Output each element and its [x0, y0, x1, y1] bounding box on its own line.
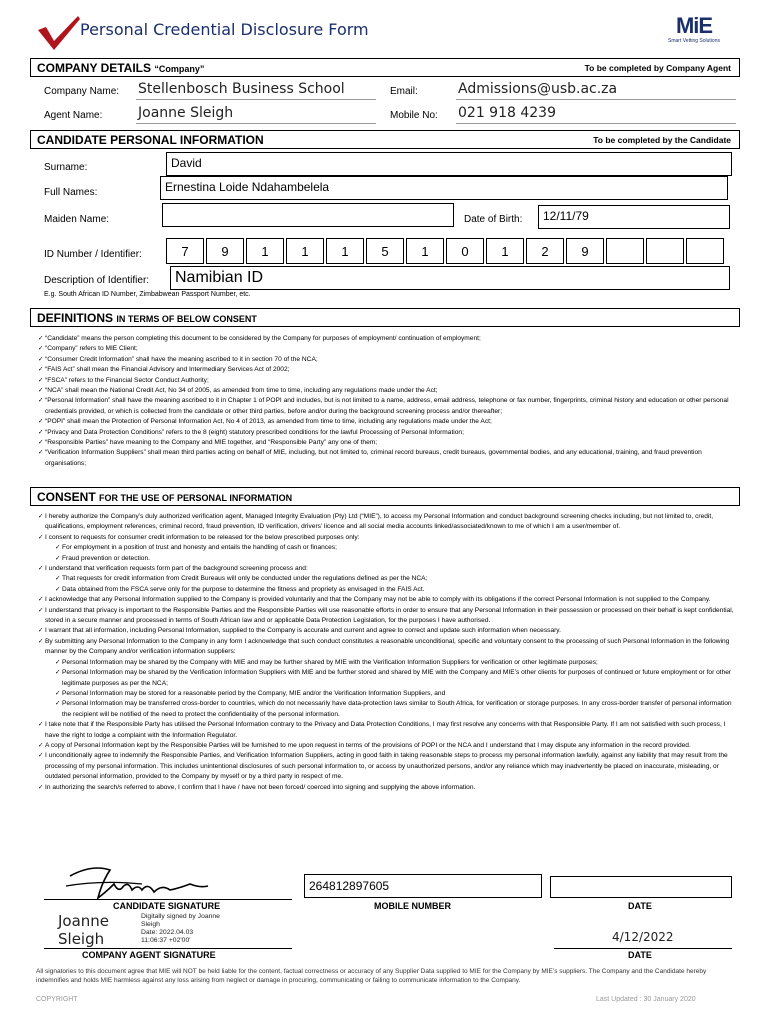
mobile-line — [456, 123, 736, 124]
consent-item: ✓ I take note that if the Responsible Party has utilised the Personal Information contrary to the Privacy and Data Protection Conditions, I may first resolve any concerns with that Responsible Party. If I am not satisfied with such process, I have the right to lodge a complaint with the Information Regulator. — [38, 720, 734, 741]
digital-sig-line-2: Sleigh — [141, 921, 160, 928]
mobile-number-field[interactable]: 264812897605 — [304, 874, 542, 898]
id-digit-cell[interactable]: 1 — [406, 238, 444, 264]
mie-logo-tagline: Smart Vetting Solutions — [668, 38, 720, 44]
consent-sub-item: ✓ For employment in a position of trust and honesty and entails the handling of cash or finances; — [38, 543, 734, 553]
agent-signature-line — [44, 948, 292, 949]
mie-logo-text: MiE — [675, 13, 713, 38]
mobile-value[interactable]: 021 918 4239 — [458, 105, 556, 121]
id-digit-cell[interactable]: 5 — [366, 238, 404, 264]
digital-sig-line-4: 11:06:37 +02'00' — [141, 937, 191, 944]
consent-sub-item: ✓ Fraud prevention or detection. — [38, 554, 734, 564]
red-check-logo-icon — [36, 14, 82, 52]
consent-list — [38, 512, 734, 793]
candidate-signature-line — [44, 899, 292, 900]
consent-item: ✓ I understand that verification requests form part of the background screening process and: — [38, 564, 734, 574]
definition-item: ✓ “FAIS Act” shall mean the Financial Advisory and Intermediary Services Act of 2002; — [38, 365, 734, 375]
company-name-value[interactable]: Stellenbosch Business School — [138, 81, 345, 97]
agent-signature-label: COMPANY AGENT SIGNATURE — [82, 950, 216, 960]
candidate-info-bar — [30, 130, 740, 149]
id-digit-cell[interactable]: 1 — [246, 238, 284, 264]
id-digit-cell[interactable]: 7 — [166, 238, 204, 264]
definition-item: ✓ “Privacy and Data Protection Conditions” refers to the 8 (eight) statutory prescribed conditions for the lawful Processing of Personal Information; — [38, 428, 734, 438]
agent-signature-name[interactable] — [58, 912, 109, 948]
candidate-date-field[interactable] — [550, 876, 732, 898]
form-title: Personal Credential Disclosure Form — [80, 20, 369, 39]
candidate-signature-drawing[interactable] — [62, 862, 212, 904]
definition-item: ✓ “Consumer Credit Information” shall have the meaning ascribed to it in section 70 of the NCA; — [38, 355, 734, 365]
identifier-desc-field[interactable]: Namibian ID — [170, 266, 730, 290]
definition-item: ✓ “Company” refers to MIE Client; — [38, 344, 734, 354]
definition-item: ✓ “NCA” shall mean the National Credit Act, No 34 of 2005, as amended from time to time, including any regulations made under the Act; — [38, 386, 734, 396]
agent-signature-first-name: Joanne — [58, 912, 110, 930]
consent-sub-item: ✓ Data obtained from the FSCA serve only for the purpose to determine the fitness and propriety as envisaged in the FAIS Act. — [38, 585, 734, 595]
company-details-subheading: “Company” — [154, 64, 205, 74]
maiden-name-field[interactable] — [162, 203, 454, 227]
id-digit-cell[interactable] — [646, 238, 684, 264]
digital-sig-line-1: Digitally signed by Joanne — [141, 913, 220, 920]
surname-label: Surname: — [44, 162, 88, 173]
agent-name-label: Agent Name: — [44, 110, 103, 121]
definition-item: ✓ “Personal Information” shall have the meaning ascribed to it in Chapter 1 of POPI and includes, but is not limited to a name, address, email address, telephone or fax number, fingerprints, criminal history and education or other personal credentials provided, or which is collected from the candidate or other third parties, before and/or during the background screening process and/or thereafter; — [38, 396, 734, 417]
consent-sub-item: ✓ Personal Information may be transferred cross-border to countries, which do not necessarily have data-protection laws similar to South Africa, for verification or storage purposes. In any cross-border transfer of personal information the recipient will be notified of the need to protect the confidentiality of the personal information. — [38, 699, 734, 720]
agent-name-value[interactable]: Joanne Sleigh — [138, 105, 234, 121]
id-digit-cell[interactable]: 9 — [206, 238, 244, 264]
definition-item: ✓ “Candidate” means the person completing this document to be considered by the Company for purposes of employment/ continuation of employment; — [38, 334, 734, 344]
identifier-desc-label: Description of Identifier: — [44, 275, 150, 286]
consent-subheading: FOR THE USE OF PERSONAL INFORMATION — [99, 493, 293, 503]
company-name-line — [136, 99, 376, 100]
agent-name-line — [136, 123, 376, 124]
agent-date-label: DATE — [628, 950, 652, 960]
definition-item: ✓ “Verification Information Suppliers” shall mean third parties acting on behalf of MIE, including, but not limited to, criminal record bureaus, credit bureaus, governmental bodies, and any educational, training, and fraud prevention organisations; — [38, 448, 734, 469]
agent-signature-last-name: Sleigh — [58, 930, 105, 948]
definitions-bar — [30, 308, 740, 327]
id-digit-cell[interactable]: 1 — [286, 238, 324, 264]
dob-field[interactable]: 12/11/79 — [538, 205, 730, 229]
definition-item: ✓ “FSCA” refers to the Financial Sector Conduct Authority; — [38, 376, 734, 386]
consent-item: ✓ I understand that privacy is important to the Responsible Parties and the Responsible Parties will use reasonable efforts in order to ensure that any Personal Information in their possession or processed on their behalf is kept confidential, stored in a secure manner and processed in terms of South African law and or applicable Data Protection Legislation, for the purposes I have authorised. — [38, 606, 734, 627]
consent-bar — [30, 487, 740, 506]
definition-item: ✓ “Responsible Parties” have meaning to the Company and MIE together, and “Responsible Party” any one of them; — [38, 438, 734, 448]
consent-item: ✓ By submitting any Personal Information to the Company in any form I acknowledge that such conduct constitutes a reasonable unconditional, specific and voluntary consent to the processing of such Personal Information in the following manner by the Company and/or verification information suppliers: — [38, 637, 734, 658]
company-name-label: Company Name: — [44, 86, 120, 97]
company-details-note: To be completed by Company Agent — [584, 63, 731, 73]
digital-signature-stamp — [141, 913, 220, 945]
fullnames-label: Full Names: — [44, 187, 98, 198]
copyright-label: COPYRIGHT — [36, 996, 78, 1003]
consent-sub-item: ✓ That requests for credit information from Credit Bureaus will only be conducted under the regulations defined as per the NCA; — [38, 574, 734, 584]
definitions-heading: DEFINITIONS — [37, 311, 114, 325]
consent-sub-item: ✓ Personal Information may be stored for a reasonable period by the Company, MIE and/or the Verification Information Suppliers, and — [38, 689, 734, 699]
id-digit-cell[interactable]: 9 — [566, 238, 604, 264]
agent-date-value[interactable]: 4/12/2022 — [612, 930, 674, 944]
consent-item: ✓ I consent to requests for consumer credit information to be released for the below prescribed purposes only: — [38, 533, 734, 543]
last-updated-label: Last Updated : 30 January 2020 — [596, 996, 696, 1003]
fullnames-field[interactable]: Ernestina Loide Ndahambelela — [160, 176, 728, 200]
id-digit-cell[interactable]: 0 — [446, 238, 484, 264]
email-value[interactable]: Admissions@usb.ac.za — [458, 81, 618, 97]
maiden-name-label: Maiden Name: — [44, 214, 110, 225]
dob-label: Date of Birth: — [464, 214, 523, 225]
consent-item: ✓ I hereby authorize the Company’s duly authorized verification agent, Managed Integrity Evaluation (Pty) Ltd (“MIE”), to access my Personal Information and conduct background screening checks including, but not limited to, credit, qualifications, employment references, criminal record, fraud prevention, ID verification, drivers’ licence and all social media accounts linked/associated/known to me of which I am a user/member of. — [38, 512, 734, 533]
email-label: Email: — [390, 86, 418, 97]
consent-sub-item: ✓ Personal Information may be shared by the Verification Information Suppliers with MIE and be further stored and shared by MIE with the Company and MIE’s other clients for purposes of continued or future employment or for other legitimate purposes as per the NCA; — [38, 668, 734, 689]
candidate-info-note: To be completed by the Candidate — [593, 135, 731, 145]
consent-heading: CONSENT — [37, 490, 96, 504]
id-digit-cell[interactable] — [686, 238, 724, 264]
liability-disclaimer: All signatories to this document agree that MIE will NOT be held liable for the content, factual correctness or accuracy of any Supplier Data supplied to MIE for the Company by MIE’s suppliers. The Company and the Candidate hereby indemnifies and holds MIE harmless against any loss arising from neglect or damage in procuring, communicating or failing to communicate information to the Company. — [36, 968, 707, 984]
id-digit-cell[interactable]: 2 — [526, 238, 564, 264]
consent-item: ✓ In authorizing the search/s referred to above, I confirm that I have / have not been forced/ coerced into signing and supplying the above information. — [38, 783, 734, 793]
agent-date-line — [554, 948, 732, 949]
definition-item: ✓ “POPI” shall mean the Protection of Personal Information Act, No 4 of 2013, as amended from time to time, including any regulations made under the Act; — [38, 417, 734, 427]
candidate-info-heading: CANDIDATE PERSONAL INFORMATION — [37, 133, 264, 147]
mobile-label: Mobile No: — [390, 110, 438, 121]
consent-item: ✓ A copy of Personal Information kept by the Responsible Parties will be furnished to me upon request in terms of the provisions of POPI or the NCA and I understand that I may dispute any information in the record provided. — [38, 741, 734, 751]
mie-logo — [664, 14, 724, 54]
candidate-date-label: DATE — [628, 901, 652, 911]
digital-sig-line-3: Date: 2022.04.03 — [141, 929, 194, 936]
consent-item: ✓ I warrant that all information, including Personal Information, supplied to the Company is accurate and current and agree to correct and update such information when necessary. — [38, 626, 734, 636]
definitions-subheading: IN TERMS OF BELOW CONSENT — [116, 314, 257, 324]
surname-field[interactable]: David — [166, 152, 732, 176]
id-digit-cell[interactable]: 1 — [326, 238, 364, 264]
company-details-bar — [30, 58, 740, 77]
email-line — [456, 99, 736, 100]
consent-item: ✓ I unconditionally agree to indemnify the Responsible Parties, and Verification Information Suppliers, acting in good faith in taking reasonable steps to process my personal information lawfully, against any liability that may result from the processing of my personal information. This includes unintentional disclosures of such personal information to, or access by unauthorized persons, and/or any reliance which may inadvertently be placed on inaccurate, misleading, or outdated personal information, provided to the Company by myself or by a third party in respect of me. — [38, 751, 734, 782]
company-details-heading: COMPANY DETAILS — [37, 61, 152, 75]
definitions-list — [38, 334, 734, 469]
mobile-number-label: MOBILE NUMBER — [374, 901, 451, 911]
id-digit-cell[interactable] — [606, 238, 644, 264]
consent-sub-item: ✓ Personal Information may be shared by the Company with MIE and may be further shared by MIE with the Verification Information Suppliers for verification or other legitimate purposes; — [38, 658, 734, 668]
id-number-label: ID Number / Identifier: — [44, 249, 142, 260]
consent-item: ✓ I acknowledge that any Personal Information supplied to the Company is provided voluntarily and that the Company may not be able to comply with its obligations if the correct Personal Information is not supplied to the Company. — [38, 595, 734, 605]
id-digit-cell[interactable]: 1 — [486, 238, 524, 264]
candidate-signature-label: CANDIDATE SIGNATURE — [113, 901, 221, 911]
identifier-desc-hint: E.g. South African ID Number, Zimbabwean Passport Number, etc. — [44, 291, 251, 298]
